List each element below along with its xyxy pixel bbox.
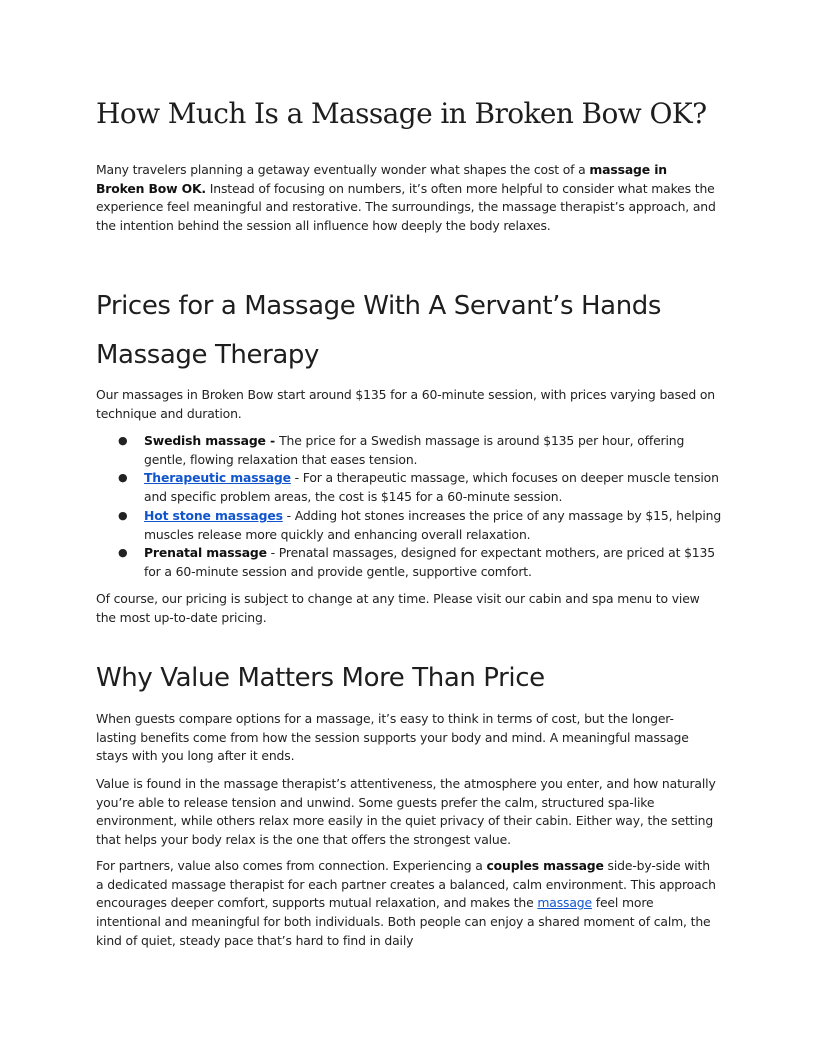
hot-stone-massages-link[interactable]: Hot stone massages — [144, 507, 283, 523]
price-item-text: - Prenatal massages, designed for expectant mothers, are priced at $135 for a 60-minute session and provide gentle, supportive comfort. — [144, 545, 716, 579]
prices-heading-line-1: Prices for a Massage With A Servant’s Hands — [96, 291, 662, 321]
page-title: How Much Is a Massage in Broken Bow OK? — [96, 97, 707, 130]
therapeutic-massage-link[interactable]: Therapeutic massage — [144, 470, 291, 486]
price-item-text: - For a therapeutic massage, which focuses on deeper muscle tension and specific problem areas, the cost is $145 for a 60-minute session. — [144, 470, 719, 505]
value-paragraph-2: Value is found in the massage therapist’s attentiveness, the atmosphere you enter, and how naturally you’re able to release tension and unwind. Some guests prefer the calm, structured spa-like environment, while others relax more easily in the quiet privacy of their cabin. Either way, the setting that helps your body relax is the one that offers the strongest value. — [96, 776, 716, 848]
price-item-text: The price for a Swedish massage is around $135 per hour, offering gentle, flowing relaxation that eases tension. — [144, 433, 685, 467]
price-item-name: Swedish massage - — [144, 433, 280, 448]
value-paragraph-3 — [96, 857, 716, 951]
prices-heading-line-2: Massage Therapy — [96, 340, 320, 370]
list-item — [96, 469, 724, 506]
list-item — [96, 544, 724, 581]
bullet-icon: ● — [118, 546, 128, 560]
value-heading: Why Value Matters More Than Price — [96, 663, 545, 693]
price-list — [96, 432, 724, 582]
intro-bold-keyword: massage in Broken Bow OK. — [96, 162, 667, 196]
value3-text-3: feel more intentional and meaningful for both individuals. Both people can enjoy a shared moment of calm, the kind of quiet, steady pace that’s hard to find in daily — [96, 895, 711, 948]
value3-text-1: For partners, value also comes from connection. Experiencing a — [96, 858, 487, 873]
intro-text-2: Instead of focusing on numbers, it’s often more helpful to consider what makes the experience feel meaningful and restorative. The surroundings, the massage therapist’s approach, and the intention behind the session all influence how deeply the body relaxes. — [96, 180, 716, 234]
intro-text-1: Many travelers planning a getaway eventually wonder what shapes the cost of a — [96, 162, 590, 177]
prices-intro-paragraph: Our massages in Broken Bow start around $135 for a 60-minute session, with prices varying based on technique and duration. — [96, 387, 716, 421]
value3-text-2: side-by-side with a dedicated massage therapist for each partner creates a balanced, calm environment. This approach encourages deeper comfort, supports mutual relaxation, and makes the — [96, 858, 716, 911]
prices-note-paragraph: Of course, our pricing is subject to change at any time. Please visit our cabin and spa menu to view the most up-to-date pricing. — [96, 591, 700, 625]
list-item — [96, 507, 724, 544]
bullet-icon: ● — [118, 434, 128, 447]
intro-paragraph — [96, 161, 718, 236]
price-item-name: Prenatal massage — [144, 545, 267, 561]
bullet-icon: ● — [118, 508, 128, 522]
list-item — [96, 432, 724, 469]
couples-massage-keyword: couples massage — [486, 858, 604, 873]
bullet-icon: ● — [118, 471, 128, 485]
value-paragraph-1: When guests compare options for a massage, it’s easy to think in terms of cost, but the longer-lasting benefits come from how the session supports your body and mind. A meaningful massage stays with you long after it ends. — [96, 711, 689, 764]
massage-link[interactable]: massage — [537, 895, 592, 911]
price-item-text: - Adding hot stones increases the price of any massage by $15, helping muscles release more quickly and enhancing overall relaxation. — [144, 507, 722, 542]
